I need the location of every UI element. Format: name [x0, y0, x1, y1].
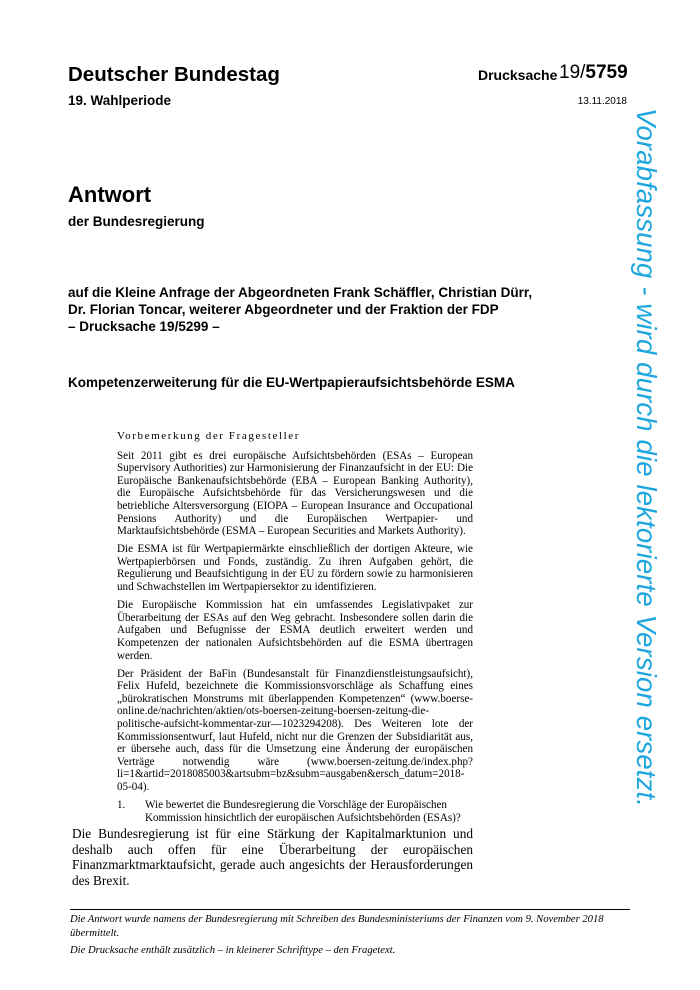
- preliminary-paragraph: Seit 2011 gibt es drei europäische Aufsichtsbehörden (ESAs – European Supervisory Authorities) zur Harmonisierung der Finanzaufsicht in der EU: Die Europäische Bankenaufsichtsbehörde (EBA – European Banking Authority), die Europäische Aufsichtsbehörde für das Versicherungswesen und die betriebliche Altersversorgung (EIOPA – European Insurance and Occupational Pensions Authority) und die Europäischen Wertpapier- und Marktaufsichtsbehörde (ESMA – European Securities and Markets Authority).: [117, 449, 473, 538]
- preliminary-remarks-title: Vorbemerkung der Fragesteller: [117, 430, 301, 442]
- footnote-print-note: Die Drucksache enthält zusätzlich – in kleinerer Schrifttype – den Fragetext.: [70, 945, 396, 956]
- legislative-period: 19. Wahlperiode: [68, 93, 172, 108]
- document-type-title: Antwort: [68, 182, 152, 207]
- inquiry-line: auf die Kleine Anfrage der Abgeordneten Frank Schäffler, Christian Dürr,: [68, 285, 533, 300]
- document-date: 13.11.2018: [577, 96, 627, 107]
- answer-text: Die Bundesregierung ist für eine Stärkung der Kapitalmarktunion und deshalb auch offen für eine Überarbeitung der europäischen Finanzmarktmarktaufsicht, gerade auch angesichts der Herausforderungen des Brexit.: [72, 826, 473, 888]
- preliminary-paragraph: Die Europäische Kommission hat ein umfassendes Legislativpaket zur Überarbeitung der ESAs auf den Weg gebracht. Insbesondere sollen darin die Aufgaben und Befugnisse der ESMA deutlich erweitert werden und Kompetenzen der nationalen Aufsichtsbehörden auf die ESMA übertragen werden.: [117, 599, 473, 662]
- inquiry-reference: [68, 284, 608, 336]
- drucksache-prefix: 19/: [559, 62, 586, 83]
- preliminary-remarks: [117, 430, 473, 799]
- question-number: 1.: [117, 799, 126, 811]
- subject-heading: Kompetenzerweiterung für die EU-Wertpapieraufsichtsbehörde ESMA: [68, 375, 515, 390]
- organization-name: Deutscher Bundestag: [68, 63, 280, 86]
- inquiry-line: – Drucksache 19/5299 –: [68, 319, 220, 335]
- drucksache-number-bold: 5759: [585, 62, 628, 83]
- inquiry-line: Dr. Florian Toncar, weiterer Abgeordneter und der Fraktion der FDP: [68, 302, 499, 318]
- footnote-transmission: Die Antwort wurde namens der Bundesregierung mit Schreiben des Bundesministeriums der Finanzen vom 9. November 2018 übermittelt.: [70, 914, 604, 939]
- footnote-divider: [70, 909, 630, 910]
- preliminary-paragraph: Der Präsident der BaFin (Bundesanstalt für Finanzdienstleistungsaufsicht), Felix Hufeld, bezeichnete die Kommissionsvorschläge als Schaffung eines „bürokratischen Monstrums mit überlappenden Kompetenzen“ (www.boerse-online.de/nachrichten/aktien/ots-boersen-zeitung-boersen-zeitung-die-politische-aufsicht-kommentar-zur—1023294208). Des Weiteren lote der Kommissionsentwurf, laut Hufeld, nicht nur die Grenzen der Subsidiarität aus, er übersehe auch, dass für die Umsetzung eine Änderung der europäischen Verträge notwendig wäre (www.boersen-zeitung.de/index.php?li=1&artid=2018085003&artsubm=bz&subm=ausgaben&ersch_datum=2018-05-04).: [117, 667, 473, 793]
- drucksache-number: [559, 62, 628, 84]
- document-subtitle: der Bundesregierung: [68, 214, 205, 229]
- question-item: [117, 799, 477, 824]
- preliminary-paragraph: Die ESMA ist für Wertpapiermärkte einschließlich der dortigen Akteure, wie Wertpapierbörsen und Fonds, zuständig. Zu ihren Aufgaben gehört, die Regulierung und Beaufsichtigung in der EU zu fördern sowie zu harmonisieren und Schwachstellen im Wertpapiersektor zu identifizieren.: [117, 543, 473, 594]
- question-text: Wie bewertet die Bundesregierung die Vorschläge der Europäischen Kommission hinsichtlich der europäischen Aufsichtsbehörden (ESAs)?: [145, 799, 461, 824]
- draft-watermark: Vorabfassung - wird durch die lektorierte Version ersetzt.: [631, 108, 662, 808]
- drucksache-label: Drucksache: [478, 67, 558, 83]
